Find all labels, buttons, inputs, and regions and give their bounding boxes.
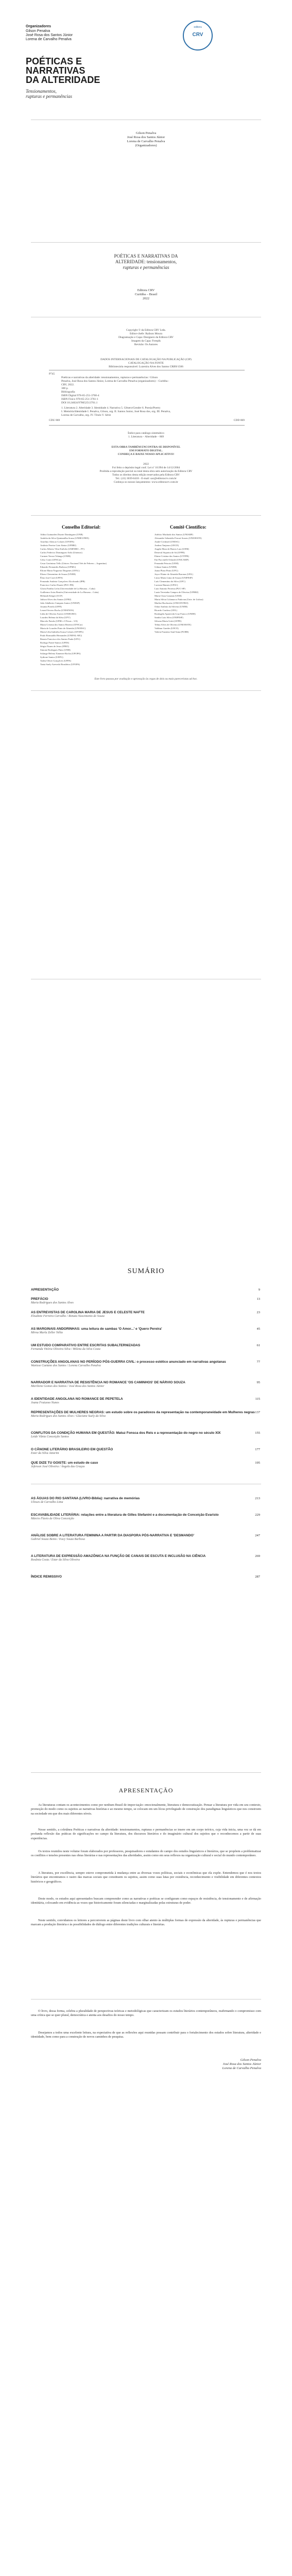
committee-member: Elaine Cristina dos Santos (UTFPR) [154, 555, 189, 557]
page-divider [31, 515, 261, 516]
committee-heading: Comitê Científico: [170, 524, 207, 530]
cover-organizer-name: José Rosa dos Santos Júnior [26, 33, 73, 37]
title-page-title: POÉTICAS E NARRATIVAS DA ALTERIDADE: tensionamentos, rupturas e permanências [114, 253, 178, 270]
copyright-credits: Copyright © da Editora CRV Ltda. Editor-chefe: Railson Moura Diagramação e Capa: Designers da Editora CRV Imagem da Capa: Freepik Revisão: Os Autores [118, 329, 174, 346]
toc-entry[interactable]: O CÂNONE LITERÁRIO BRASILEIRO EM QUESTÃO Ester da Silva Amorim 177 [31, 1448, 260, 1455]
council-member: Solange Helena Ximenes-Rocha (UFOPA) [40, 652, 81, 655]
presentation-paragraph: Desejamos a todos uma excelente leitura, na expectativa de que as reflexões aqui reunidas possam contribuir para o fortalecimento dos estudos sobre literatura, alteridade e identidade, bem como para a construção de novos caminhos de pesquisa. [31, 2031, 261, 2039]
toc-entry[interactable]: CONSTRUÇÕES ANGOLANAS NO PERÍODO PÓS-GUERRA CIVIL: o processo estético anunciado em narrativas angolanas Wanisse Caetano dos Santos / Lorena Carvalho Penalva 77 [31, 1360, 260, 1367]
cdd-code: CDD 869 [233, 419, 245, 422]
toc-entry[interactable]: UM ESTUDO COMPARATIVO ENTRE ESCRITAS SUBALTERNIZADAS Fernanda Vitória Oliveira Silva / Milena da Silva Costa 61 [31, 1344, 260, 1351]
council-member: Sydione Santos (UEPG) [40, 656, 63, 658]
council-member: Marcelo Paixão (UFRJ e UTexas – US) [40, 620, 78, 622]
presentation-paragraph: Deste modo, os estudos aqui apresentados buscam compreender como as narrativas e poéticas se configuram como espaços de resistência, de tensionamento e de afirmação identitária, colocando em evidência as vozes que historicamente foram silenciadas e marginalizadas pelas estruturas de poder. [31, 1897, 261, 1905]
cover-organizer-name: Lorena de Carvalho Penalva [26, 38, 72, 41]
rights-notice: 2022 Foi feito o depósito legal conf. Lei nº 10.994 de 14/12/2004 Proibida a reprodução parcial ou total desta obra sem autorização da Editora CRV Todos os direitos desta edição reservados pela Editora CRV Tel.: (41) 3039-6418 - E-mail: sac@editoracrv.com.br Conheça os nossos lançamentos: www.editoracrv.com.br [99, 463, 193, 484]
council-member: Antônio Pereira Gaio Júnior (UFRRJ) [40, 544, 76, 547]
committee-member: Rosângela Aparecida Cruz Franco (UNEB) [154, 613, 196, 615]
committee-member: Lúcia Maria Lima de Souza (UNIFESP) [154, 577, 193, 579]
toc-entry[interactable]: APRESENTAÇÃO 9 [31, 1288, 260, 1292]
committee-member: Sandro Luis Silva (UNIFESP) [154, 616, 183, 619]
toc-entry[interactable]: PREFÁCIO Maria Rodrigues dos Santos Alves 13 [31, 1297, 260, 1304]
committee-member: Alexandre Sebastião Ferrari Soares (UNIOESTE) [154, 537, 202, 539]
toc-entry[interactable]: A IDENTIDADE ANGOLANA NO ROMANCE DE PEPETELA Joana Frutuoso Nunes 115 [31, 1397, 260, 1404]
council-member: Carlos Federico Dominguez Avila (Unieuro) [40, 551, 82, 554]
toc-entry[interactable]: QUE DIZE TU GOISTE: um estudo de caso Jeferson José Oliveira / Ângela das Graças 195 [31, 1461, 260, 1468]
committee-member: Valdinar Guedes (UECE) [154, 627, 179, 630]
council-member: Fernando Antônio Gonçalves Alcoforado (IPB) [40, 580, 85, 583]
council-member: Simone Rodrigues Pinto (UNB) [40, 649, 71, 651]
committee-member: Andrea Tanjoura (UECE) [154, 544, 179, 547]
council-member: Josania Portela (UFPI) [40, 605, 62, 608]
toc-entry[interactable]: ANÁLISE SOBRE A LITERATURA FEMININA A PARTIR DA DIASPORA PÓS-NARRATIVA E 'DESMANDO' Gabriel Souza Bento / Iracy Souza Barbosa 247 [31, 1534, 260, 1541]
committee-member: Angela Mara de Barros Lara (UEM) [154, 548, 189, 550]
peer-review-note: Este livro passou por avaliação e aprovação às cegas de dois ou mais pareceristas ad hoc. [94, 677, 198, 681]
council-member: Carmen Tereza Velanga (UNIR) [40, 555, 71, 557]
toc-entry[interactable]: A LITERATURA DE EXPRESSÃO AMAZÔNICA NA FUNÇÃO DE CANAIS DE ESCUTA E INCLUSÃO NA CIÊNCIA Rosânia Costa / Ester da Silva Oliveira 269 [31, 1554, 260, 1562]
logo-small-text: editora [194, 26, 202, 29]
committee-member: Odair Antônio da Silveira (UNEB) [154, 605, 188, 608]
committee-member: Luís Clementino da Silva (UFC) [154, 580, 185, 583]
toc-title: SUMÁRIO [127, 1267, 165, 1275]
committee-member: Luciane Hansen (UFSC) [154, 584, 178, 586]
council-member: Aldira Guimarães Duarte Domínguez (UNB) [40, 533, 83, 536]
council-member: Guillermo Arias Beatón (Universidade de La Havana – Cuba) [40, 591, 99, 594]
presentation-paragraph: Neste sentido, convidamos os leitores a percorrerem as páginas deste livro com olhar atento às múltiplas formas de expressão da alteridade, às rupturas e permanências que marcam a produção literária e às possibilidades de diálogo entre diferentes tradições culturais e literárias. [31, 1919, 261, 1927]
committee-member: Marlise Buchweitz (UNICENTRO) [154, 602, 188, 604]
council-member: Élsio José Corá (UFFS) [40, 577, 63, 579]
council-member: Rodrigo Pratte-Santos (UFES) [40, 641, 70, 644]
committee-member: Luzia Teresinha Campos de Oliveira (UFRRJ) [154, 591, 199, 594]
committee-member: Ricardo Cardoso (UEL) [154, 609, 178, 612]
page-divider [31, 690, 261, 691]
digital-notice: ESTA OBRA TAMBÉM ENCONTRA-SE DISPONÍVEL EM FORMATO DIGITAL. CONHEÇA E BAIXE NOSSO APLICATIVO! [111, 446, 181, 456]
committee-member: André Cechinel (UNESC) [154, 540, 180, 543]
page-divider [31, 1772, 261, 1773]
council-member: Helmuth Krüger (UCP) [40, 595, 63, 597]
cover-organizers-label: Organizadores [26, 25, 51, 28]
toc-entry[interactable]: REPRESENTAÇÕES DE MULHERES NEGRAS: um estudo sobre os paradoxos da representação na contemporaneidade em Mulheres negras Maria Rodrigues dos Santos Alves / Glaciane Suely da Silva 137 [31, 1411, 260, 1418]
presentation-title: APRESENTAÇÃO [118, 1787, 174, 1794]
council-member: Maria de Lourdes Pinto de Almeida (UNOESC) [40, 627, 86, 630]
catalog-index: Índice para catálogo sistemático 1. Literatura – Alteridade – 869 [128, 432, 164, 438]
council-member: Cesar Gerónimo Tello (Univer. Nacional Três de Febrero – Argentina) [40, 562, 107, 565]
presentation-paragraph: As literaturas contam os acontecimentos como por nenhum Brasil de impor-tação: emocionalmente, literatura e democratização. Pensar a literatura por vida em seu contexto, promoção do modo como os sujeitos ao narrativas histórias e ao mesmo tempo, se colocam em um lócus privilegiado de construção dos paradigmas linguísticos que nos constroem na sociedade em que dos mais diferentes níveis. [31, 1803, 261, 1816]
council-member: Paulo Romualdo Hernandes (UNIFAL-MG) [40, 634, 82, 637]
council-member: Eduardo Fernandes Barbosa (UFMG) [40, 566, 76, 568]
council-member: Anselmo Alencar Colares (UFOPA) [40, 540, 75, 543]
half-title-names: Gilson Penalva José Rosa dos Santos Júnior Lorena de Carvalho Penalva (Organizadores) [127, 131, 165, 147]
presentation-paragraph: Nesse sentido, a coletânea Poéticas e narrativas da alteridade: tensionamentos, rupturas e permanências se insere em um corpo teórico, cuja vida inicia, uma vez se dá em profunda reflexão das práticas de significações no campo da literatura, dos discursos literários e do imaginário cultural dos sujeitos que o reconhecemos a partir de suas experiências. [31, 1828, 261, 1840]
council-member: Tania Suely Azevedo Brasileiro (UFOPA) [40, 663, 80, 666]
council-member: Carlos Alberto Vilar Estêvão (UMINHO – PT) [40, 548, 84, 550]
council-member: Lourdes Helena da Silva (UFV) [40, 616, 71, 619]
committee-member: Telma Alves de Oliveira (UNIOESTE) [154, 623, 192, 626]
logo-text: CRV [192, 32, 203, 38]
council-member: Elizeu Clementino de Souza (UNEB) [40, 573, 76, 575]
toc-entry[interactable]: ÍNDICE REMISSIVO 287 [31, 1575, 260, 1579]
council-member: Leonel Severo Rocha (UNISINOS) [40, 609, 74, 612]
cip-heading: DADOS INTERNACIONAIS DE CATALOGAÇÃO NA PUBLICAÇÃO (CIP) CATALOGAÇÃO NA FONTE Bibliotecária responsável: Luzenira Alves dos Santos CRB9/1506 [100, 358, 192, 368]
committee-member: Deneval Siqueira de Sá (UFPR) [154, 551, 185, 554]
toc-entry[interactable]: ESCAVABILIDADE LITERÁRIA: relações entre a literatura de Gilles Stefanini e a documentação de Conceição Evaristo Márcio Flavio de Oliva Conceição 229 [31, 1513, 260, 1520]
council-member: Maria Cristina dos Santos Bezerra (UFSCar) [40, 623, 83, 626]
committee-member: Luiz Antonio Ferreira (PUC-SP) [154, 587, 185, 590]
cover-organizer-name: Gilson Penalva [26, 29, 50, 33]
presentation-signatures: Gilson Penalva José Rosa dos Santos Júnior Lorena de Carvalho Penalva [222, 2058, 261, 2070]
council-member: Gloria Fariñas León (Universidade de La Havana – Cuba) [40, 587, 95, 590]
toc-entry[interactable]: AS ÁGUAS DO RIO SANTANA (LIVRO-Bíblia): narrativa de memórias Ulisses de Carvalho Lima 213 [31, 1497, 260, 1504]
council-member: Sérgio Nunes de Jesus (IFRO) [40, 645, 69, 648]
presentation-paragraph: O livro, dessa forma, celebra a pluralidade de perspectivas teóricas e metodológicas que caracterizam os estudos literários contemporâneos, reafirmando o compromisso com uma crítica que se quer plural, democrática e atenta aos desafios do nosso tempo. [31, 2009, 261, 2018]
council-member: Celso Conti (UFSCar) [40, 558, 62, 561]
council-member: Francisco Carlos Duarte (PUC-PR) [40, 584, 74, 586]
council-member: Maria Lília Imbiriba Sousa Colares (UFOPA) [40, 631, 83, 633]
council-list [40, 533, 148, 666]
committee-member: Joana Plaza Pinto (UFG) [154, 569, 178, 572]
committee-member: Maria Clara Ganasin (UEM) [154, 595, 182, 597]
presentation-paragraph: A literatura, por excelência, sempre esteve comprometida à mudança entre as diversas vozes políticas, sociais e econômicas que ela expõe. Entendemos que é nos textos literários que encontramos o rastro das marcas sociais que constituem os sujeitos, assim como suas lutas por existência, reconhecimento e visibilidade em diferentes contextos históricos e geográficos. [31, 1871, 261, 1884]
toc-entry[interactable]: CONFLITOS DA CONDIÇÃO HUMANA EM QUESTÃO: Matuz Fonsca dos Reis e a representação do negro no século XIX Leide Vânia Conceição Santos 155 [31, 1431, 260, 1438]
council-member: Elione Maria Nogueira Diogenes (UFAL) [40, 569, 80, 572]
council-member: Andréia da Silva Quintanilha Sousa (UNIR/UFRN) [40, 537, 89, 539]
council-member: Tadeu Oliver Gonçalves (UFPA) [40, 659, 72, 662]
cover-subtitle: Tensionamentos, rupturas e permanências [26, 89, 72, 99]
title-page-imprint: Editora CRV Curitiba – Brasil 2022 [134, 289, 158, 300]
committee-member: Adelcio Machado dos Santos (UNIARP) [154, 533, 194, 536]
committee-member: Fernanda Peixoto (UEM) [154, 562, 179, 565]
committee-member: Valeria Faustino Sant'Anna (FURB) [154, 631, 189, 633]
cdu-code: CDU 869 [49, 419, 60, 422]
committee-member: Joyce Elaine de Almeida Baronas (UEL) [154, 573, 193, 575]
toc-entry[interactable]: AS MARGINAIS ANDORINHAS: uma leitura de sambas 'O Amor...' e 'Quero Pereira' Mirna Marla Zeller Nélia 45 [31, 1327, 260, 1334]
council-member: Lídia de Oliveira Xavier (UNIEURO) [40, 613, 76, 615]
presentation-paragraph: Os textos reunidos neste volume foram elaborados por professores, pesquisadores e estudantes do campo dos estudos linguísticos e literários, que se propõem a problematizar os conflitos e tensões presentes nas obras literárias e nas representações das alteridades, assim como em seus reflexos na organização cultural e social do mundo contemporâneo. [31, 1850, 261, 1858]
council-member: João Adalberto Campato Junior (UNESP) [40, 602, 80, 604]
committee-member: Silvana Maria Gritti (UFPE) [154, 620, 182, 622]
committee-member: Gilmar Santos (UNEB) [154, 566, 177, 568]
council-heading: Conselho Editorial: [62, 524, 101, 530]
toc-entry[interactable]: AS ENTREVISTAS DE CAROLINA MARIA DE JESUS E CELESTE NAFTE Elisabete Ferreira Carvalho / Renata Nascimento de Souza 23 [31, 1311, 260, 1318]
page-divider [31, 242, 261, 243]
council-member: Renato Francisco dos Santos Paula (UFG) [40, 638, 80, 640]
committee-list [154, 533, 257, 634]
cip-block: P745 Poéticas e narrativas da alteridade: tensionamentos, rupturas e permanências / Gilson Penalva, José Rosa dos Santos Júnior, Lorena de Carvalho Penalva (organizadores) – Curitiba : CRV, 2022. 300 p. Bibliografia ISBN Digital 978-65-251-3760-4 ISBN Físico 978-65-251-3761-1 DOI 10.24824/978652513761.1 1. Literatura 2. Alteridade 3. Identidade 4. Narrativa 5. Gênero/Gender 6. Poesia/Poetry I. Memória/Identidade I. Penalva, Gilson, org. II. Santos Junior, José Rosa dos, org. III. Penalva, Lorena de Carvalho, org. IV. Título V. Série CDU 869 CDD 869 [49, 370, 245, 426]
committee-member: Eni Puccinelli Orlandi (UNICAMP) [154, 558, 189, 561]
cover-title: POÉTICAS E NARRATIVAS DA ALTERIDADE [26, 56, 100, 85]
committee-member: Maria Sílvia Colamarco Padovan (Univ. de Lisboa) [154, 598, 203, 601]
toc-entry[interactable]: NARRADOR E NARRATIVA DE RESISTÊNCIA NO ROMANCE 'OS CAMINHOS' DE NÁRVIO SOUZA Mariliene Gomes dos Santos / José Rosa dos Santos Júnior 95 [31, 1381, 260, 1388]
council-member: Jailson Alves dos Santos (UFRJ) [40, 598, 72, 601]
